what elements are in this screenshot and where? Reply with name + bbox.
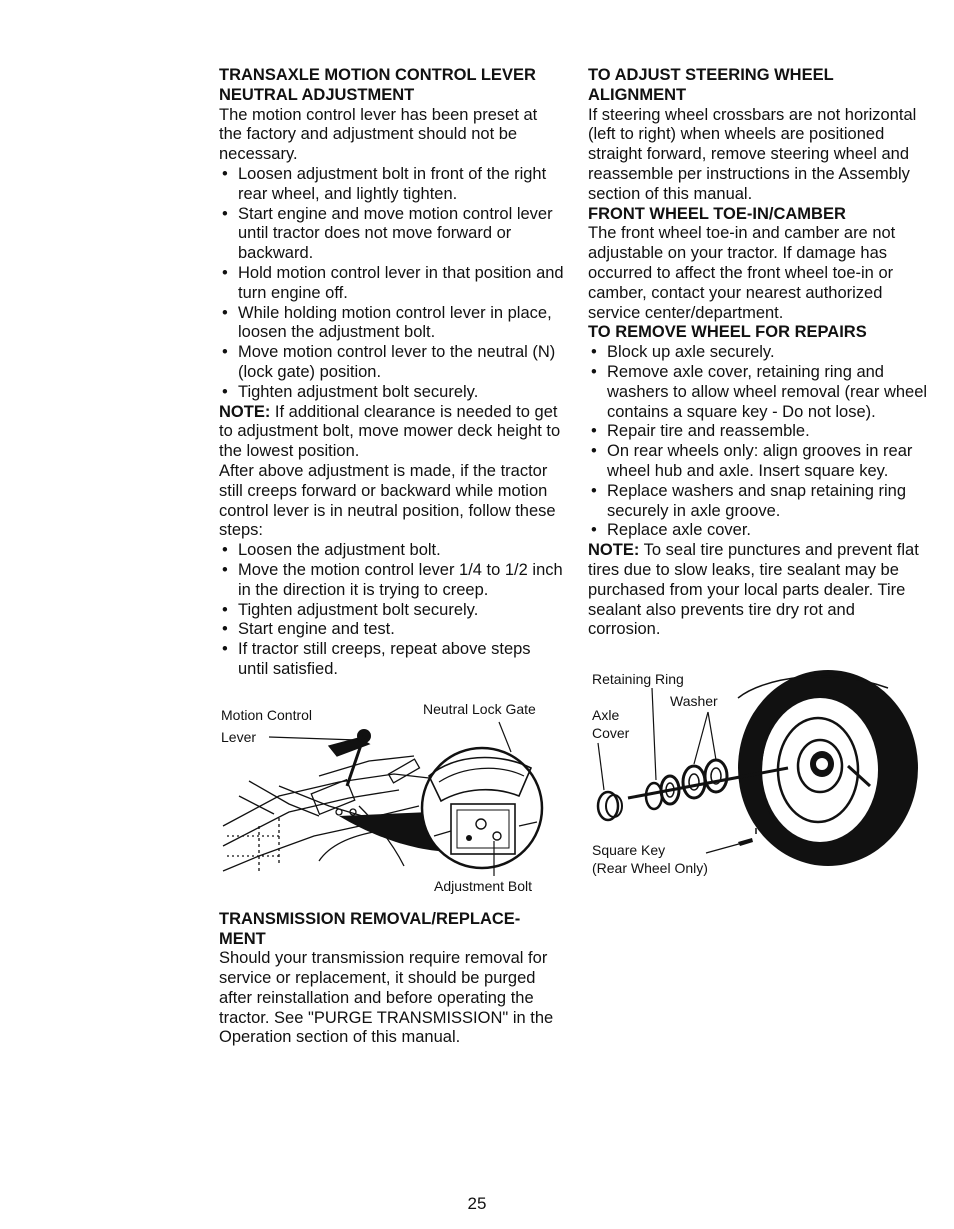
list-item: • Loosen the adjustment bolt.	[219, 541, 564, 561]
figure-label-retaining-ring: Retaining Ring	[592, 671, 684, 688]
motion-control-intro: The motion control lever has been preset at the factory and adjustment should not be necessary.	[219, 105, 538, 164]
motion-control-lever-figure	[219, 686, 564, 896]
lock-gate-detail-circle	[339, 748, 542, 876]
list-item: • Move motion control lever to the neutral (N) (lock gate) position.	[219, 343, 564, 383]
list-item: • Hold motion control lever in that position and turn engine off.	[219, 264, 564, 304]
creep-steps	[219, 541, 564, 680]
left-column	[219, 66, 564, 1048]
list-item: • Move the motion control lever 1/4 to 1/2 inch in the direction it is trying to creep.	[219, 561, 564, 601]
list-item: • Block up axle securely.	[588, 343, 928, 363]
list-item: • Replace axle cover.	[588, 521, 928, 541]
note-text: To seal tire punctures and prevent flat tires due to slow leaks, tire sealant may be purchased from your local parts dealer. Tire sealant also prevents tire dry rot and corrosion.	[588, 541, 919, 639]
note-label: NOTE:	[588, 541, 640, 560]
figure-label-motion-control: Motion Control	[221, 706, 313, 723]
motion-control-steps	[219, 165, 564, 403]
creep-intro: After above adjustment is made, if the tractor still creeps forward or backward while motion control lever is in neutral position, follow these steps:	[219, 461, 556, 540]
list-item: • Loosen adjustment bolt in front of the right rear wheel, and lightly tighten.	[219, 165, 564, 205]
figure-label-square-key: Square Key	[592, 842, 666, 859]
tractor-frame-illustration	[223, 738, 429, 871]
steering-text: If steering wheel crossbars are not horizontal (left to right) when wheels are positioned straight forward, remove steering wheel and reassemble per instructions in the Assembly section of this manual.	[588, 105, 917, 203]
list-item: • Start engine and test.	[219, 620, 564, 640]
note-label: NOTE:	[219, 402, 271, 421]
tire-sealant-note	[588, 541, 928, 640]
note-text: If additional clearance is needed to get to adjustment bolt, move mower deck height to the lowest position.	[219, 402, 561, 461]
page-number: 25	[467, 1194, 487, 1213]
figure-label-neutral-lock-gate: Neutral Lock Gate	[423, 700, 536, 717]
figure-label-cover: Cover	[592, 725, 630, 742]
toe-camber-text: The front wheel toe-in and camber are not adjustable on your tractor. If damage has occurred to affect the front wheel toe-in or camber, contact your nearest authorized service center/department.	[588, 224, 896, 322]
remove-wheel-steps	[588, 343, 928, 541]
toe-camber-heading: FRONT WHEEL TOE-IN/CAMBER	[588, 204, 846, 223]
figure-label-axle: Axle	[592, 707, 620, 724]
list-item: • Start engine and move motion control lever until tractor does not move forward or backward.	[219, 205, 564, 264]
list-item: • While holding motion control lever in place, loosen the adjustment bolt.	[219, 304, 564, 344]
remove-wheel-heading: TO REMOVE WHEEL FOR REPAIRS	[588, 323, 867, 342]
figure-label-washer: Washer	[670, 693, 718, 710]
list-item: • If tractor still creeps, repeat above steps until satisfied.	[219, 640, 564, 680]
steering-heading: TO ADJUST STEERING WHEEL ALIGNMENT	[588, 66, 834, 104]
list-item: • Repair tire and reassemble.	[588, 422, 928, 442]
list-item: • Tighten adjustment bolt securely.	[219, 383, 564, 403]
list-item: • Replace washers and snap retaining ring securely in axle groove.	[588, 482, 928, 522]
transmission-text: Should your transmission require removal for service or replacement, it should be purged after reinstallation and before operating the tractor. See "PURGE TRANSMISSION" in the Operation section of this manual.	[219, 949, 554, 1047]
tire-illustration	[738, 670, 918, 866]
motion-control-heading: TRANSAXLE MOTION CONTROL LEVER NEUTRAL ADJUSTMENT	[219, 66, 536, 104]
wheel-removal-figure	[588, 658, 928, 888]
list-item: • On rear wheels only: align grooves in rear wheel hub and axle. Insert square key.	[588, 442, 928, 482]
figure-label-adjustment-bolt: Adjustment Bolt	[434, 877, 533, 894]
list-item: • Tighten adjustment bolt securely.	[219, 601, 564, 621]
transmission-heading: TRANSMISSION REMOVAL/REPLACE-MENT	[219, 909, 521, 948]
clearance-note	[219, 403, 564, 462]
list-item: • Remove axle cover, retaining ring and washers to allow wheel removal (rear wheel contains a square key - Do not lose).	[588, 363, 928, 422]
figure-label-lever: Lever	[221, 728, 257, 745]
figure-label-rear-wheel-only: (Rear Wheel Only)	[592, 860, 708, 877]
right-column	[588, 66, 928, 888]
